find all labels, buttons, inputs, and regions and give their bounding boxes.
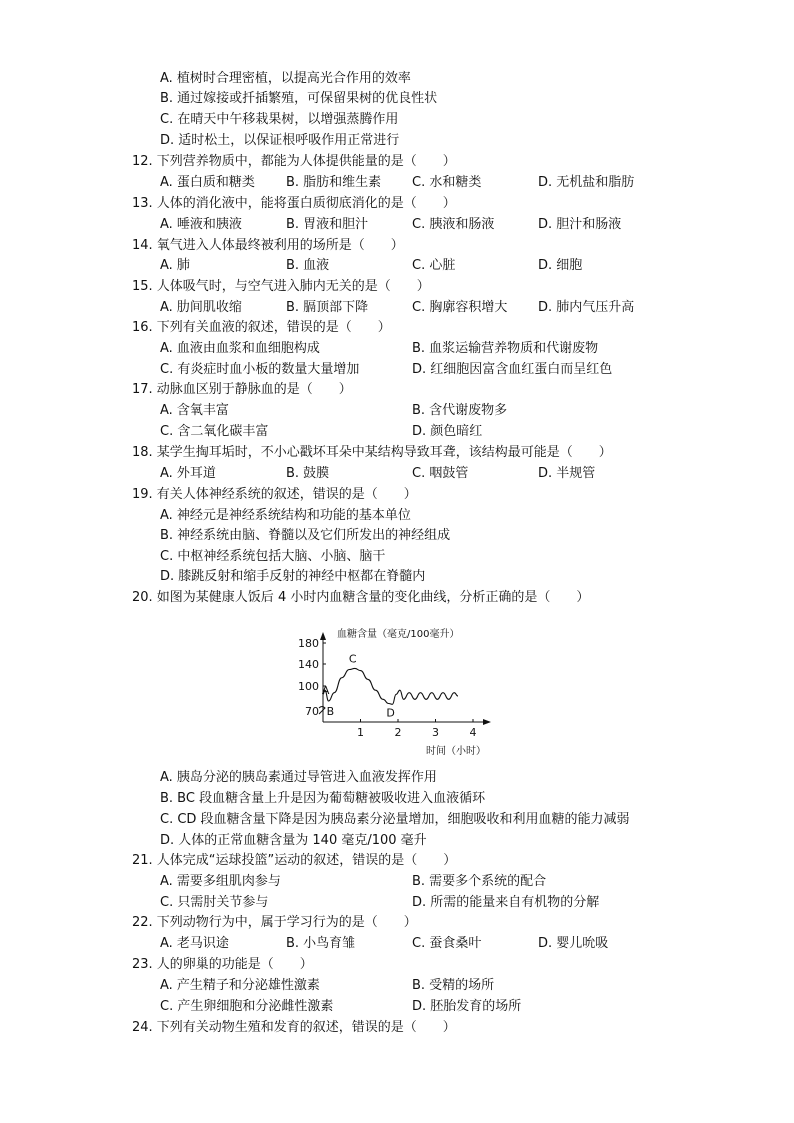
x-axis-label: 时间（小时） — [426, 746, 486, 757]
answer-option: B. 鼓膜 — [286, 466, 330, 481]
question-stem: 15. 人体吸气时，与空气进入肺内无关的是（ ） — [132, 279, 430, 294]
answer-option: C. 胰液和肠液 — [412, 217, 495, 232]
answer-option: C. 心脏 — [412, 258, 456, 273]
question-stem: 18. 某学生掏耳垢时，不小心戳坏耳朵中某结构导致耳聋，该结构最可能是（ ） — [132, 445, 612, 460]
answer-option: A. 血液由血浆和血细胞构成 — [160, 341, 320, 356]
x-tick-label: 4 — [469, 726, 477, 739]
answer-option: C. 只需肘关节参与 — [160, 895, 269, 910]
answer-option: A. 肺 — [160, 258, 190, 273]
answer-option: D. 人体的正常血糖含量为 140 毫克/100 毫升 — [160, 833, 427, 848]
answer-option: A. 植树时合理密植，以提高光合作用的效率 — [160, 71, 411, 86]
y-axis-arrow — [320, 632, 326, 640]
axis-break-mark — [319, 707, 325, 715]
question-stem: 20. 如图为某健康人饭后 4 小时内血糖含量的变化曲线，分析正确的是（ ） — [132, 590, 590, 605]
answer-option: C. 含二氧化碳丰富 — [160, 424, 269, 439]
answer-option: B. 胃液和胆汁 — [286, 217, 369, 232]
answer-option: D. 颜色暗红 — [412, 424, 483, 439]
answer-option: B. 含代谢废物多 — [412, 403, 508, 418]
answer-option: A. 含氧丰富 — [160, 403, 229, 418]
answer-option: B. 通过嫁接或扦插繁殖，可保留果树的优良性状 — [160, 91, 438, 106]
answer-option: D. 膝跳反射和缩手反射的神经中枢都在脊髓内 — [160, 569, 426, 584]
y-axis-label: 血糖含量（毫克/100毫升） — [337, 629, 460, 640]
answer-option: A. 肋间肌收缩 — [160, 300, 242, 315]
y-tick-label: 140 — [298, 658, 319, 671]
y-tick-label: 180 — [298, 637, 319, 650]
answer-option: A. 胰岛分泌的胰岛素通过导管进入血液发挥作用 — [160, 770, 437, 785]
answer-option: A. 唾液和胰液 — [160, 217, 242, 232]
answer-option: D. 适时松土，以保证根呼吸作用正常进行 — [160, 133, 400, 148]
answer-option: B. 血液 — [286, 258, 330, 273]
question-stem: 16. 下列有关血液的叙述，错误的是（ ） — [132, 320, 391, 335]
question-stem: 21. 人体完成“运球投篮”运动的叙述，错误的是（ ） — [132, 853, 457, 868]
answer-option: D. 胆汁和肠液 — [538, 217, 622, 232]
point-label-b: B — [326, 705, 335, 718]
answer-option: C. 有炎症时血小板的数量大量增加 — [160, 362, 360, 377]
question-stem: 19. 有关人体神经系统的叙述，错误的是（ ） — [132, 487, 417, 502]
answer-option: C. 蚕食桑叶 — [412, 936, 482, 951]
point-label-a: A — [321, 684, 330, 698]
question-stem: 14. 氧气进入人体最终被利用的场所是（ ） — [132, 238, 404, 253]
answer-option: D. 红细胞因富含血红蛋白而呈红色 — [412, 362, 613, 377]
answer-option: D. 细胞 — [538, 258, 583, 273]
answer-option: C. 在晴天中午移栽果树，以增强蒸腾作用 — [160, 112, 399, 127]
question-stem: 13. 人体的消化液中，能将蛋白质彻底消化的是（ ） — [132, 196, 456, 211]
answer-option: D. 婴儿吮吸 — [538, 936, 609, 951]
answer-option: B. 脂肪和维生素 — [286, 175, 382, 190]
x-tick-label: 1 — [357, 726, 364, 739]
x-axis-arrow — [483, 719, 491, 725]
question-stem: 17. 动脉血区别于静脉血的是（ ） — [132, 382, 352, 397]
answer-option: C. 咽鼓管 — [412, 466, 469, 481]
answer-option: B. 膈顶部下降 — [286, 300, 369, 315]
x-tick-label: 2 — [394, 726, 402, 739]
point-label-c: C — [348, 652, 357, 666]
y-tick-label: 100 — [298, 680, 319, 693]
answer-option: B. 血浆运输营养物质和代谢废物 — [412, 341, 599, 356]
answer-option: B. 需要多个系统的配合 — [412, 874, 547, 889]
answer-option: D. 肺内气压升高 — [538, 300, 635, 315]
x-tick-label: 3 — [432, 726, 439, 739]
question-stem: 12. 下列营养物质中，都能为人体提供能量的是（ ） — [132, 154, 456, 169]
blood-glucose-chart — [295, 625, 505, 760]
question-stem: 24. 下列有关动物生殖和发育的叙述，错误的是（ ） — [132, 1020, 456, 1035]
question-stem: 23. 人的卵巢的功能是（ ） — [132, 957, 313, 972]
answer-option: C. 产生卵细胞和分泌雌性激素 — [160, 999, 334, 1014]
answer-option: A. 蛋白质和糖类 — [160, 175, 255, 190]
answer-option: D. 所需的能量来自有机物的分解 — [412, 895, 600, 910]
answer-option: D. 胚胎发育的场所 — [412, 999, 522, 1014]
answer-option: A. 需要多组肌肉参与 — [160, 874, 281, 889]
answer-option: B. 神经系统由脑、脊髓以及它们所发出的神经组成 — [160, 528, 451, 543]
point-label-d: D — [386, 706, 395, 720]
answer-option: A. 外耳道 — [160, 466, 216, 481]
glucose-curve — [323, 668, 458, 704]
answer-option: C. CD 段血糖含量下降是因为胰岛素分泌量增加，细胞吸收和利用血糖的能力减弱 — [160, 812, 630, 827]
answer-option: C. 中枢神经系统包括大脑、小脑、脑干 — [160, 549, 386, 564]
answer-option: B. 受精的场所 — [412, 978, 495, 993]
answer-option: C. 水和糖类 — [412, 175, 482, 190]
y-tick-label: 70 — [305, 705, 319, 718]
answer-option: A. 产生精子和分泌雄性激素 — [160, 978, 320, 993]
question-stem: 22. 下列动物行为中，属于学习行为的是（ ） — [132, 915, 417, 930]
answer-option: B. BC 段血糖含量上升是因为葡萄糖被吸收进入血液循环 — [160, 791, 486, 806]
answer-option: C. 胸廓容积增大 — [412, 300, 508, 315]
answer-option: D. 半规管 — [538, 466, 596, 481]
answer-option: B. 小鸟育雏 — [286, 936, 356, 951]
answer-option: A. 神经元是神经系统结构和功能的基本单位 — [160, 508, 411, 523]
answer-option: D. 无机盐和脂肪 — [538, 175, 635, 190]
answer-option: A. 老马识途 — [160, 936, 229, 951]
